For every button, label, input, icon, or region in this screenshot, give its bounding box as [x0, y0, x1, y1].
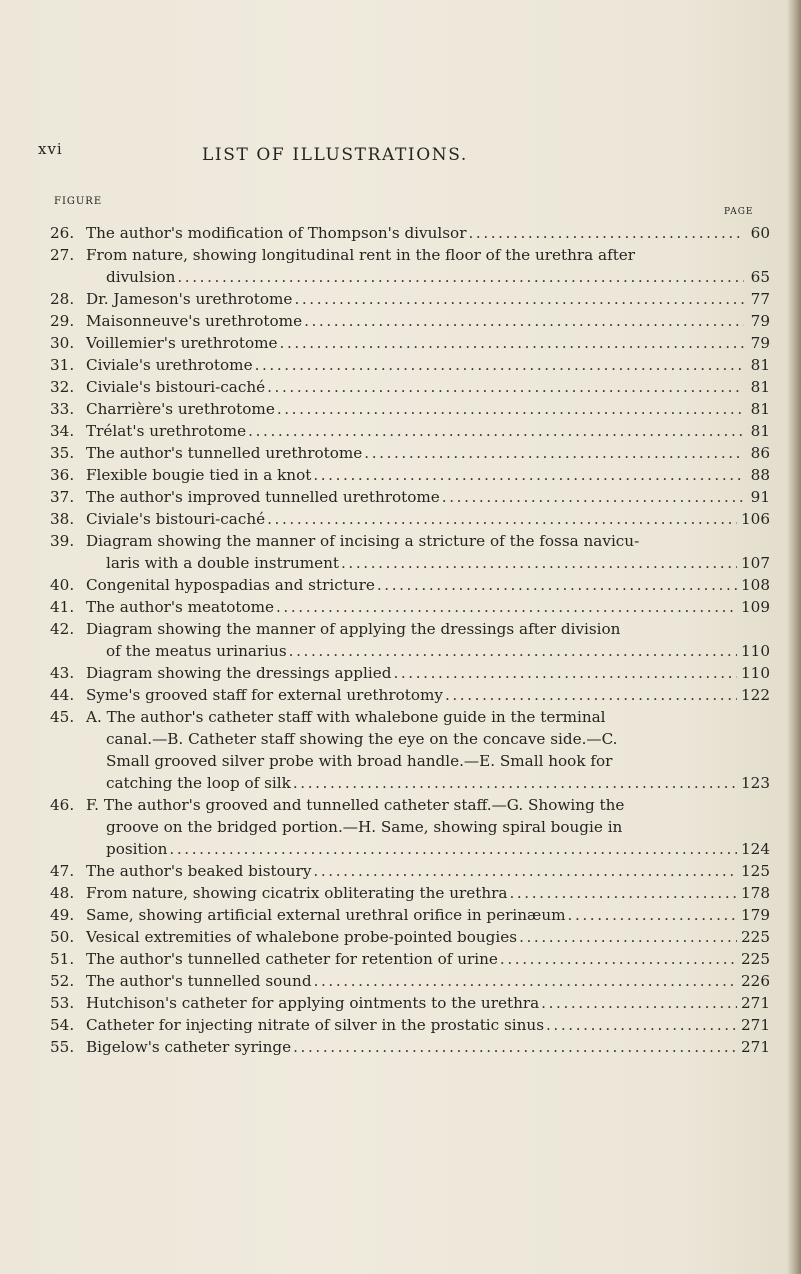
entry-text-line: Diagram showing the manner of applying the dressings after division — [86, 620, 621, 638]
list-item — [50, 288, 770, 310]
page-ref: 225 — [741, 950, 770, 968]
page-ref: 178 — [741, 884, 770, 902]
leader-dots — [267, 508, 737, 530]
running-title: LIST OF ILLUSTRATIONS. — [202, 145, 468, 165]
page-ref: 81 — [750, 400, 770, 418]
list-item — [50, 574, 770, 596]
page-ref: 124 — [741, 840, 770, 858]
figure-number: 37. — [50, 488, 75, 506]
figure-number: 27. — [50, 246, 75, 264]
list-item — [50, 354, 770, 376]
list-item — [50, 442, 770, 464]
figure-number: 26. — [50, 224, 75, 242]
entry-text-line: Congenital hypospadias and stricture — [86, 576, 375, 594]
page-ref: 91 — [750, 488, 770, 506]
figure-number: 35. — [50, 444, 75, 462]
page-ref: 271 — [741, 994, 770, 1012]
list-item — [50, 244, 770, 288]
figure-number: 46. — [50, 796, 75, 814]
leader-dots — [341, 552, 737, 574]
figure-number: 43. — [50, 664, 75, 682]
list-item — [50, 596, 770, 618]
entry-text-line: Dr. Jameson's urethrotome — [86, 290, 293, 308]
list-item — [50, 794, 770, 860]
leader-dots — [377, 574, 737, 596]
page-ref: 109 — [741, 598, 770, 616]
list-item — [50, 904, 770, 926]
list-item — [50, 970, 770, 992]
list-item — [50, 860, 770, 882]
list-item — [50, 662, 770, 684]
figure-number: 48. — [50, 884, 75, 902]
figure-number: 28. — [50, 290, 75, 308]
entry-text-line: position — [106, 840, 168, 858]
figure-number: 44. — [50, 686, 75, 704]
page-ref: 123 — [741, 774, 770, 792]
page-ref: 108 — [741, 576, 770, 594]
figure-number: 33. — [50, 400, 75, 418]
figure-number: 52. — [50, 972, 75, 990]
list-item — [50, 464, 770, 486]
entry-text-line: groove on the bridged portion.—H. Same, showing spiral bougie in — [106, 818, 623, 836]
list-item — [50, 1014, 770, 1036]
leader-dots — [294, 288, 744, 310]
entry-text-line: The author's modification of Thompson's divulsor — [86, 224, 467, 242]
leader-dots — [364, 442, 744, 464]
list-item — [50, 332, 770, 354]
leader-dots — [314, 970, 737, 992]
page-ref: 122 — [741, 686, 770, 704]
leader-dots — [289, 640, 737, 662]
figure-number: 55. — [50, 1038, 75, 1056]
list-item — [50, 618, 770, 662]
list-item — [50, 992, 770, 1014]
leader-dots — [248, 420, 744, 442]
figure-number: 53. — [50, 994, 75, 1012]
page-ref: 271 — [741, 1038, 770, 1056]
entry-text-line: From nature, showing longitudinal rent in the floor of the urethra after — [86, 246, 636, 264]
leader-dots — [546, 1014, 737, 1036]
entry-text-line: The author's tunnelled sound — [86, 972, 312, 990]
page-ref: 110 — [741, 664, 770, 682]
figure-number: 54. — [50, 1016, 75, 1034]
entry-text-line: divulsion — [106, 268, 176, 286]
figure-number: 47. — [50, 862, 75, 880]
page-ref: 225 — [741, 928, 770, 946]
page-ref: 81 — [750, 356, 770, 374]
leader-dots — [313, 860, 737, 882]
entry-text-line: F. The author's grooved and tunnelled catheter staff.—G. Showing the — [86, 796, 625, 814]
figure-number: 29. — [50, 312, 75, 330]
page-ref: 125 — [741, 862, 770, 880]
figure-number: 31. — [50, 356, 75, 374]
entry-text-line: Flexible bougie tied in a knot — [86, 466, 312, 484]
list-item — [50, 926, 770, 948]
entry-text-line: The author's meatotome — [86, 598, 274, 616]
entry-text-line: Voillemier's urethrotome — [86, 334, 278, 352]
leader-dots — [169, 838, 737, 860]
leader-dots — [255, 354, 744, 376]
figure-number: 34. — [50, 422, 75, 440]
leader-dots — [277, 398, 744, 420]
page-edge-shadow — [787, 0, 801, 1274]
page-column-label: PAGE — [724, 207, 754, 217]
entry-text-line: A. The author's catheter staff with whalebone guide in the terminal — [86, 708, 606, 726]
page-ref: 88 — [750, 466, 770, 484]
leader-dots — [267, 376, 744, 398]
list-item — [50, 948, 770, 970]
entry-text-line: Catheter for injecting nitrate of silver in the prostatic sinus — [86, 1016, 544, 1034]
leader-dots — [442, 486, 744, 508]
figure-number: 38. — [50, 510, 75, 528]
leader-dots — [293, 1036, 737, 1058]
entry-text-line: The author's beaked bistoury — [86, 862, 312, 880]
leader-dots — [313, 464, 744, 486]
page-ref: 106 — [741, 510, 770, 528]
figure-column-label: FIGURE — [54, 196, 103, 207]
page-ref: 81 — [750, 422, 770, 440]
leader-dots — [509, 882, 737, 904]
list-item — [50, 1036, 770, 1058]
entry-text-line: canal.—B. Catheter staff showing the eye on the concave side.—C. — [106, 730, 618, 748]
entry-text-line: of the meatus urinarius — [106, 642, 287, 660]
leader-dots — [445, 684, 737, 706]
entry-text-line: Charrière's urethrotome — [86, 400, 275, 418]
figure-number: 30. — [50, 334, 75, 352]
entry-text-line: Small grooved silver probe with broad handle.—E. Small hook for — [106, 752, 613, 770]
entry-text-line: Syme's grooved staff for external urethrotomy — [86, 686, 443, 704]
leader-dots — [500, 948, 737, 970]
list-item — [50, 882, 770, 904]
list-item — [50, 530, 770, 574]
entry-text-line: catching the loop of silk — [106, 774, 291, 792]
page-ref: 179 — [741, 906, 770, 924]
leader-dots — [568, 904, 737, 926]
entry-text-line: laris with a double instrument — [106, 554, 339, 572]
entry-text-line: From nature, showing cicatrix obliterating the urethra — [86, 884, 508, 902]
entry-text-line: Maisonneuve's urethrotome — [86, 312, 303, 330]
leader-dots — [304, 310, 744, 332]
page-ref: 60 — [750, 224, 770, 242]
leader-dots — [468, 222, 744, 244]
page-ref: 65 — [750, 268, 770, 286]
entry-text-line: Hutchison's catheter for applying ointments to the urethra — [86, 994, 540, 1012]
figure-number: 40. — [50, 576, 75, 594]
entry-text-line: Civiale's bistouri-caché — [86, 378, 266, 396]
list-item — [50, 684, 770, 706]
entry-text-line: The author's improved tunnelled urethrotome — [86, 488, 440, 506]
leader-dots — [541, 992, 737, 1014]
entry-text-line: Trélat's urethrotome — [86, 422, 247, 440]
page-ref: 86 — [750, 444, 770, 462]
entry-text-line: Civiale's urethrotome — [86, 356, 253, 374]
page-ref: 77 — [750, 290, 770, 308]
figure-number: 36. — [50, 466, 75, 484]
leader-dots — [280, 332, 744, 354]
leader-dots — [519, 926, 737, 948]
leader-dots — [293, 772, 737, 794]
list-item — [50, 486, 770, 508]
list-item — [50, 376, 770, 398]
list-item — [50, 508, 770, 530]
leader-dots — [393, 662, 737, 684]
entry-text-line: Civiale's bistouri-caché — [86, 510, 266, 528]
figure-number: 42. — [50, 620, 75, 638]
page-ref: 81 — [750, 378, 770, 396]
page-ref: 110 — [741, 642, 770, 660]
page-number: xvi — [38, 140, 63, 158]
entry-text-line: Diagram showing the manner of incising a stricture of the fossa navicu- — [86, 532, 640, 550]
page-ref: 271 — [741, 1016, 770, 1034]
page-ref: 79 — [750, 334, 770, 352]
list-item — [50, 420, 770, 442]
figure-number: 51. — [50, 950, 75, 968]
figure-number: 49. — [50, 906, 75, 924]
figure-number: 32. — [50, 378, 75, 396]
list-item — [50, 310, 770, 332]
list-item — [50, 706, 770, 794]
entry-text-line: Bigelow's catheter syringe — [86, 1038, 292, 1056]
figure-number: 50. — [50, 928, 75, 946]
entry-text-line: The author's tunnelled catheter for retention of urine — [86, 950, 498, 968]
entry-text-line: The author's tunnelled urethrotome — [86, 444, 363, 462]
list-item — [50, 398, 770, 420]
page-ref: 226 — [741, 972, 770, 990]
entry-text-line: Diagram showing the dressings applied — [86, 664, 392, 682]
figure-number: 45. — [50, 708, 75, 726]
list-item — [50, 222, 770, 244]
entry-text-line: Same, showing artificial external urethral orifice in perinæum — [86, 906, 566, 924]
entry-text-line: Vesical extremities of whalebone probe-pointed bougies — [86, 928, 518, 946]
illustration-list — [50, 222, 770, 1058]
leader-dots — [177, 266, 744, 288]
figure-number: 41. — [50, 598, 75, 616]
leader-dots — [276, 596, 737, 618]
figure-number: 39. — [50, 532, 75, 550]
page-ref: 107 — [741, 554, 770, 572]
page-ref: 79 — [750, 312, 770, 330]
